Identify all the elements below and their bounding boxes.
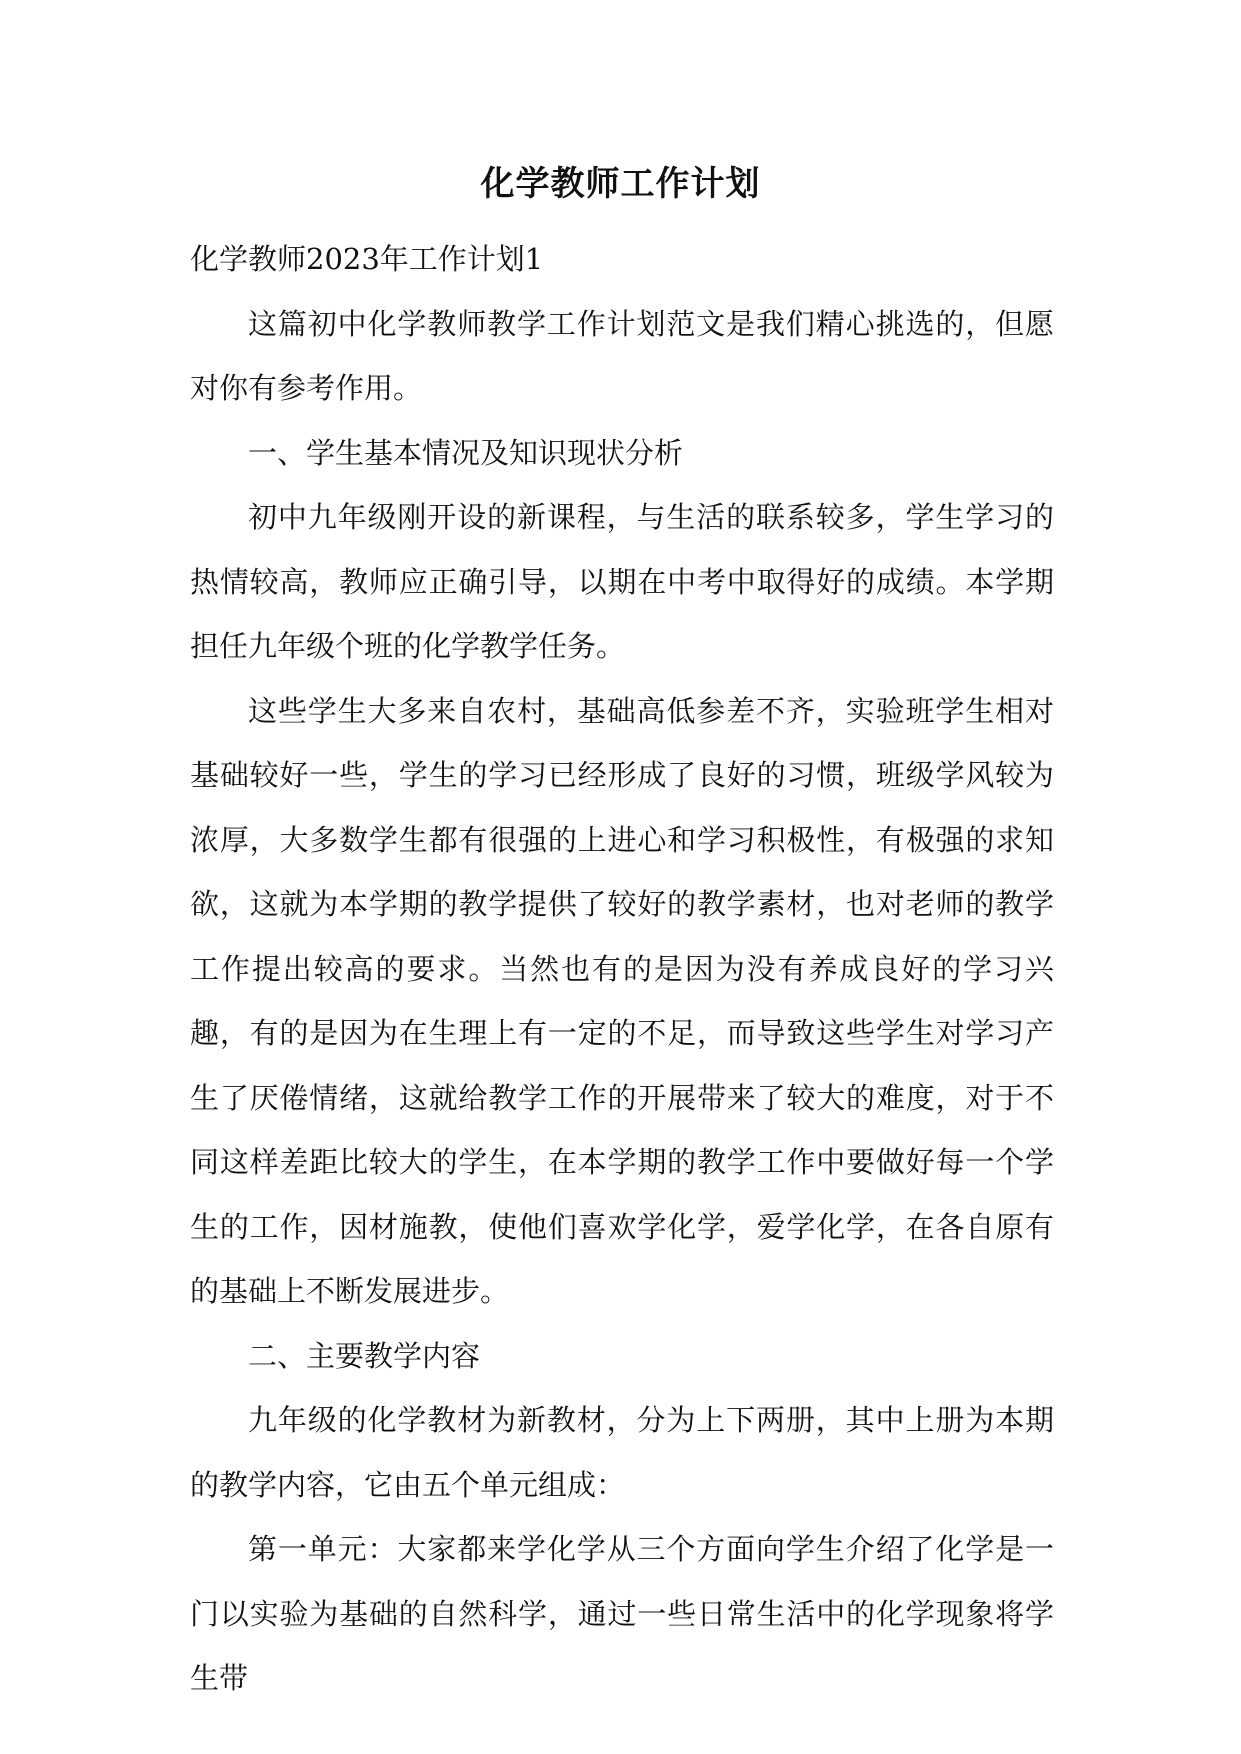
document-subtitle: 化学教师2023年工作计划1: [190, 242, 544, 276]
section-heading-teaching-content: 二、主要教学内容: [248, 1338, 481, 1373]
paragraph-intro: 这篇初中化学教师教学工作计划范文是我们精心挑选的，但愿对你有参考作用。: [190, 306, 1054, 405]
paragraph-unit-one: 第一单元：大家都来学化学从三个方面向学生介绍了化学是一门以实验为基础的自然科学，通过一些日常生活中的化学现象将学生带: [190, 1532, 1054, 1695]
section-heading-student-analysis: 一、学生基本情况及知识现状分析: [248, 435, 684, 470]
document-title: 化学教师工作计划: [480, 164, 761, 204]
paragraph-course-overview: 初中九年级刚开设的新课程，与生活的联系较多，学生学习的热情较高，教师应正确引导，以期在中考中取得好的成绩。本学期担任九年级个班的化学教学任务。: [190, 500, 1054, 663]
paragraph-student-background: 这些学生大多来自农村，基础高低参差不齐，实验班学生相对基础较好一些，学生的学习已经形成了良好的习惯，班级学风较为浓厚，大多数学生都有很强的上进心和学习积极性，有极强的求知欲，这就为本学期的教学提供了较好的教学素材，也对老师的教学工作提出较高的要求。当然也有的是因为没有养成良好的学习兴趣，有的是因为在生理上有一定的不足，而导致这些学生对学习产生了厌倦情绪，这就给教学工作的开展带来了较大的难度，对于不同这样差距比较大的学生，在本学期的教学工作中要做好每一个学生的工作，因材施教，使他们喜欢学化学，爱学化学，在各自原有的基础上不断发展进步。: [190, 693, 1054, 1308]
paragraph-textbook: 九年级的化学教材为新教材，分为上下两册，其中上册为本期的教学内容，它由五个单元组成：: [190, 1403, 1054, 1502]
document-body: [190, 227, 1054, 1711]
